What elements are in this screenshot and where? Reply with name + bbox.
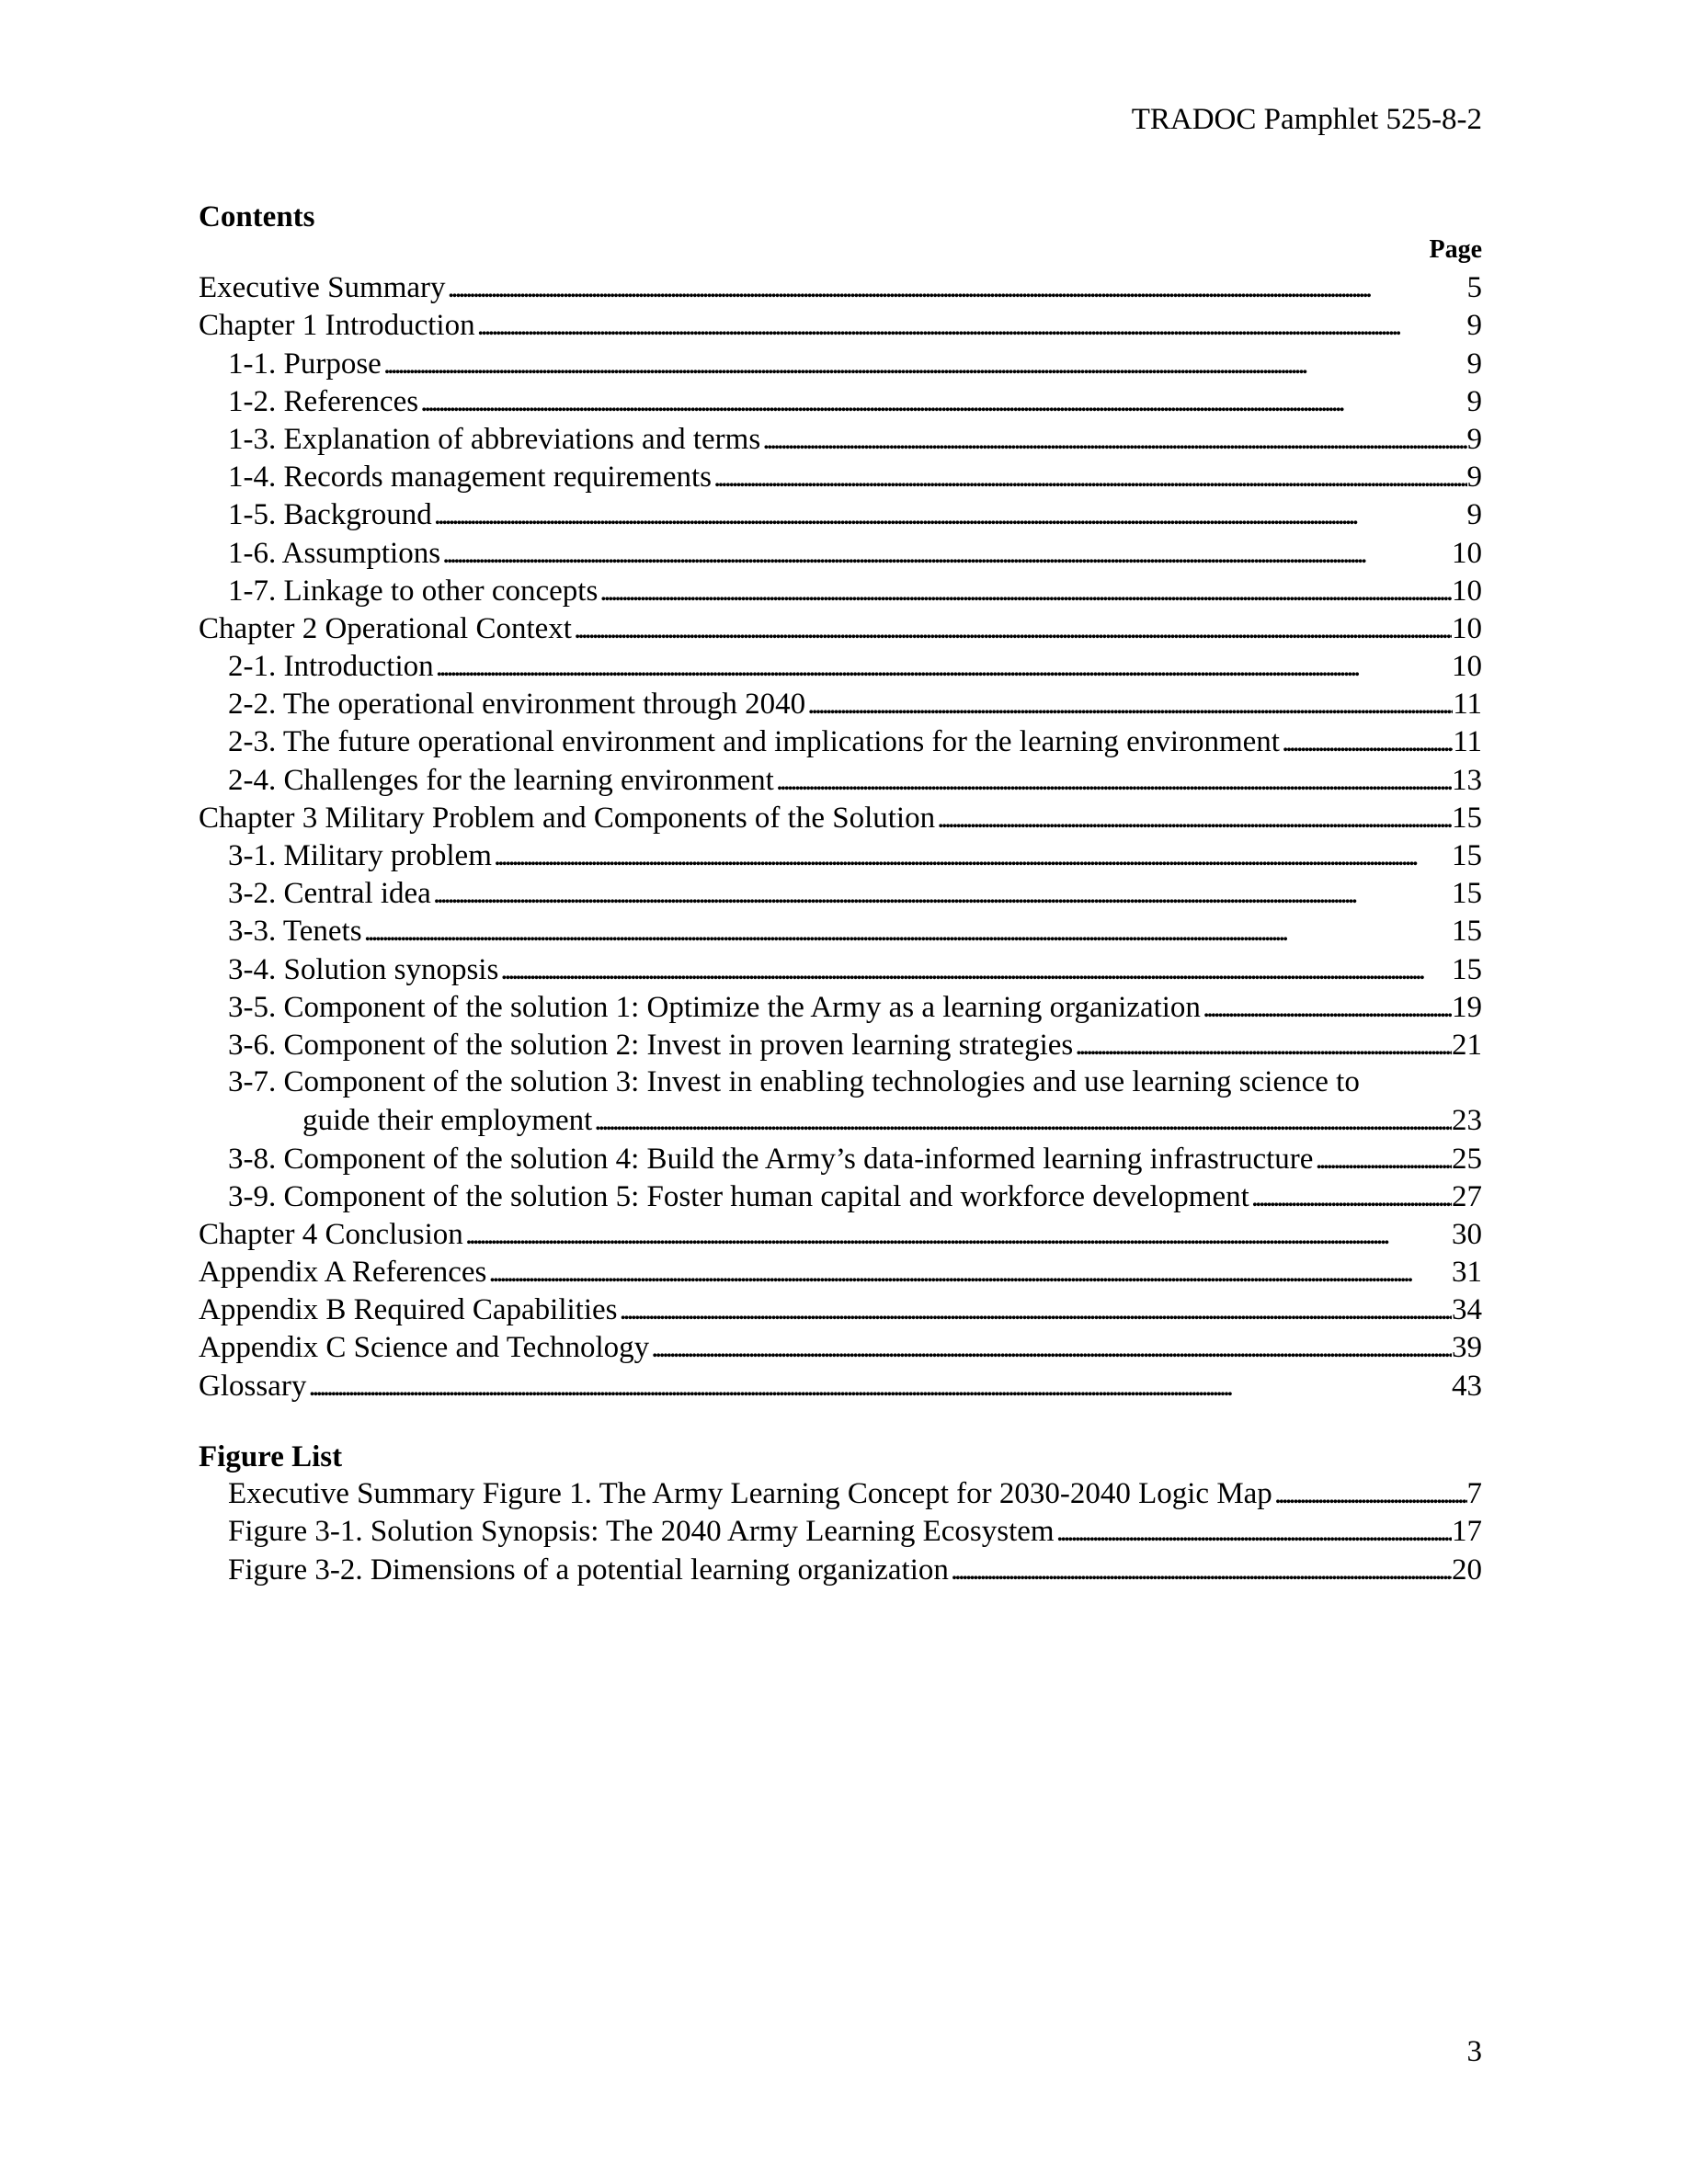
dot-leader — [463, 1216, 1452, 1253]
toc-entry-page: 10 — [1452, 611, 1482, 645]
toc-entry-label: 2-2. The operational environment through 2040 — [228, 688, 806, 722]
dot-leader — [475, 307, 1467, 344]
toc-entry-page: 9 — [1466, 461, 1482, 495]
dot-leader — [440, 535, 1452, 572]
dot-leader — [486, 1254, 1452, 1291]
dot-leader — [434, 648, 1452, 685]
toc-entry-page: 9 — [1466, 309, 1482, 343]
toc-entry[interactable] — [199, 950, 1482, 987]
toc-entry-label: Chapter 4 Conclusion — [199, 1217, 463, 1251]
toc-entry-page: 13 — [1452, 763, 1482, 797]
toc-entry-label: Figure 3-1. Solution Synopsis: The 2040 Army Learning Ecosystem — [228, 1515, 1055, 1549]
dot-leader — [492, 837, 1452, 874]
toc-entry-page: 15 — [1452, 801, 1482, 835]
toc-entry-page: 20 — [1452, 1553, 1482, 1587]
dot-leader — [618, 1291, 1452, 1328]
dot-leader — [572, 610, 1452, 647]
toc-entry-page: 21 — [1452, 1028, 1482, 1062]
toc-entry-page: 43 — [1452, 1369, 1482, 1403]
toc-entry[interactable] — [199, 1366, 1482, 1404]
toc-entry-page: 11 — [1453, 688, 1482, 722]
figure-entry[interactable] — [199, 1550, 1482, 1587]
dot-leader — [1249, 1178, 1452, 1215]
toc-entry-label: 2-4. Challenges for the learning environment — [228, 763, 774, 797]
toc-entry-label: Executive Summary — [199, 271, 446, 305]
figure-list-heading: Figure List — [199, 1440, 343, 1473]
toc-entry-label: Executive Summary Figure 1. The Army Learning Concept for 2030-2040 Logic Map — [228, 1477, 1272, 1511]
toc-entry-page: 9 — [1466, 384, 1482, 418]
toc-entry-page: 15 — [1452, 915, 1482, 949]
toc-entry-page: 15 — [1452, 952, 1482, 986]
toc-entry[interactable] — [199, 344, 1482, 381]
toc-entry-label: 1-4. Records management requirements — [228, 461, 712, 495]
toc-entry-page: 27 — [1452, 1179, 1482, 1213]
toc-entry-page: 9 — [1466, 347, 1482, 381]
toc-entry[interactable] — [199, 722, 1482, 760]
toc-entry[interactable] — [199, 799, 1482, 836]
toc-entry[interactable] — [199, 1101, 1482, 1139]
figure-entry[interactable] — [199, 1512, 1482, 1550]
toc-entry-label: 3-8. Component of the solution 4: Build the Army’s data-informed learning infrastructure — [228, 1142, 1314, 1176]
toc-entry-label: 1-5. Background — [228, 498, 432, 532]
toc-entry-page: 31 — [1452, 1256, 1482, 1290]
toc-entry-page: 10 — [1452, 650, 1482, 684]
toc-entry-label: Chapter 2 Operational Context — [199, 611, 572, 645]
dot-leader — [1073, 1027, 1452, 1064]
toc-entry[interactable] — [199, 1139, 1482, 1177]
toc-entry[interactable] — [199, 874, 1482, 912]
toc-entry-label: Appendix C Science and Technology — [199, 1331, 650, 1365]
toc-entry[interactable] — [199, 268, 1482, 306]
dot-leader — [598, 573, 1452, 609]
toc-entry-page: 15 — [1452, 839, 1482, 872]
toc-entry[interactable] — [199, 1253, 1482, 1291]
toc-entry-label[interactable]: 3-7. Component of the solution 3: Invest in enabling technologies and use learning science to — [228, 1064, 1360, 1098]
toc-entry-page: 15 — [1452, 877, 1482, 911]
toc-entry-label: 3-6. Component of the solution 2: Invest in proven learning strategies — [228, 1028, 1074, 1062]
toc-entry-page: 9 — [1466, 422, 1482, 456]
toc-entry-label: 2-1. Introduction — [228, 650, 434, 684]
page-number: 3 — [1466, 2035, 1482, 2068]
toc-entry-label: 1-7. Linkage to other concepts — [228, 574, 599, 608]
dot-leader — [1313, 1141, 1452, 1177]
toc-entry-page: 5 — [1466, 271, 1482, 305]
toc-entry-label: 1-3. Explanation of abbreviations and terms — [228, 422, 761, 456]
toc-entry[interactable] — [199, 382, 1482, 420]
toc-entry[interactable] — [199, 1215, 1482, 1253]
toc-entry-label: 3-3. Tenets — [228, 915, 362, 949]
toc-entry[interactable] — [199, 495, 1482, 533]
toc-entry[interactable] — [199, 420, 1482, 458]
toc-entry[interactable] — [199, 572, 1482, 609]
toc-entry-label: 3-9. Component of the solution 5: Foster human capital and workforce development — [228, 1179, 1249, 1213]
toc-entry[interactable] — [199, 458, 1482, 495]
dot-leader — [760, 421, 1466, 458]
figure-list — [199, 1474, 1482, 1588]
toc-entry-page: 30 — [1452, 1217, 1482, 1251]
toc-entry[interactable] — [199, 306, 1482, 344]
toc-entry-label: Chapter 3 Military Problem and Components of the Solution — [199, 801, 936, 835]
contents-heading: Contents — [199, 200, 315, 233]
toc-entry-label: Appendix B Required Capabilities — [199, 1293, 618, 1327]
toc-entry-label: guide their employment — [302, 1104, 593, 1138]
dot-leader — [306, 1368, 1452, 1405]
dot-leader — [382, 346, 1467, 382]
dot-leader — [592, 1102, 1452, 1139]
table-of-contents — [199, 268, 1482, 1405]
dot-leader — [432, 496, 1467, 533]
dot-leader — [431, 875, 1452, 912]
dot-leader — [1280, 723, 1453, 760]
toc-entry-page: 34 — [1452, 1293, 1482, 1327]
toc-entry-label: Appendix A References — [199, 1256, 487, 1290]
dot-leader — [774, 762, 1452, 799]
toc-entry-label: Figure 3-2. Dimensions of a potential learning organization — [228, 1553, 949, 1587]
toc-entry-label: 3-1. Military problem — [228, 839, 492, 872]
toc-entry-page: 17 — [1452, 1515, 1482, 1549]
dot-leader — [362, 913, 1452, 950]
toc-entry-label: 1-2. References — [228, 384, 419, 418]
toc-entry-label: 3-4. Solution synopsis — [228, 952, 499, 986]
dot-leader — [446, 269, 1467, 306]
toc-entry-page: 9 — [1466, 498, 1482, 532]
toc-entry-page: 19 — [1452, 990, 1482, 1024]
toc-entry-label: 3-2. Central idea — [228, 877, 431, 911]
toc-entry[interactable] — [199, 647, 1482, 685]
toc-entry[interactable] — [199, 1177, 1482, 1215]
dot-leader — [1201, 989, 1452, 1026]
toc-entry-label: 1-6. Assumptions — [228, 536, 441, 570]
dot-leader — [1272, 1475, 1467, 1512]
toc-entry-page: 23 — [1452, 1104, 1482, 1138]
toc-entry-page: 11 — [1453, 725, 1482, 759]
toc-entry[interactable] — [199, 760, 1482, 798]
toc-entry[interactable] — [199, 1328, 1482, 1366]
toc-entry[interactable] — [199, 533, 1482, 571]
page-column-label: Page — [1429, 235, 1482, 264]
dot-leader — [949, 1552, 1452, 1588]
toc-entry[interactable] — [199, 912, 1482, 950]
dot-leader — [498, 951, 1452, 988]
toc-entry-page: 25 — [1452, 1142, 1482, 1176]
dot-leader — [935, 800, 1452, 836]
toc-entry[interactable] — [199, 988, 1482, 1026]
toc-entry-page: 7 — [1466, 1477, 1482, 1511]
toc-entry-page: 10 — [1452, 574, 1482, 608]
toc-entry-page: 10 — [1452, 536, 1482, 570]
figure-entry[interactable] — [199, 1474, 1482, 1512]
toc-entry-label: 1-1. Purpose — [228, 347, 382, 381]
toc-entry[interactable] — [199, 1291, 1482, 1328]
toc-entry-label: 2-3. The future operational environment and implications for the learning environment — [228, 725, 1280, 759]
dot-leader — [805, 686, 1453, 722]
dot-leader — [418, 383, 1466, 420]
running-header: TRADOC Pamphlet 525-8-2 — [1131, 103, 1482, 136]
dot-leader — [649, 1329, 1452, 1366]
toc-entry[interactable] — [199, 1026, 1482, 1064]
dot-leader — [1055, 1513, 1452, 1550]
toc-entry[interactable] — [199, 609, 1482, 647]
toc-entry-label: Glossary — [199, 1369, 307, 1403]
toc-entry[interactable] — [199, 836, 1482, 874]
dot-leader — [712, 459, 1467, 495]
toc-entry-label: Chapter 1 Introduction — [199, 309, 475, 343]
toc-entry-label: 3-5. Component of the solution 1: Optimize the Army as a learning organization — [228, 990, 1201, 1024]
toc-entry-page: 39 — [1452, 1331, 1482, 1365]
toc-entry[interactable] — [199, 685, 1482, 722]
